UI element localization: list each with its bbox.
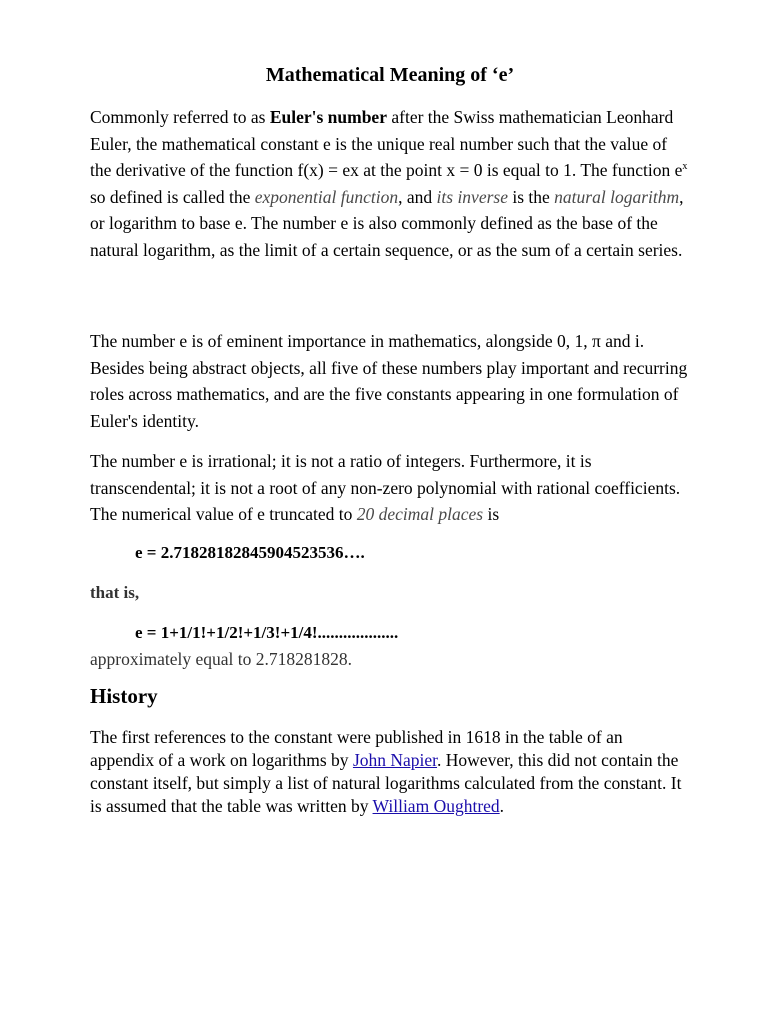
text: is the <box>507 186 555 207</box>
text: . <box>499 796 505 816</box>
text: . However, this did not contain the constant itself, but simply a list of natural logarithms calculated from the constant. It is assumed that the table was written by <box>90 750 682 816</box>
italic-term: exponential function <box>254 186 399 207</box>
italic-term: 20 decimal places <box>356 504 484 524</box>
bold-term: Euler's number <box>269 107 387 127</box>
that-is-label: that is, <box>90 583 140 602</box>
history-heading: History <box>90 684 158 708</box>
paragraph-intro <box>90 104 690 263</box>
text: The number e is irrational; it is not a ratio of integers. Furthermore, it is transcendental; it is not a root of any non-zero polynomial with rational coefficients. The numerical value of e truncated to <box>90 451 681 524</box>
text: The first references to the constant were published in 1618 in the table of an appendix of a work on logarithms by <box>90 727 623 770</box>
equation-e-value: e = 2.71828182845904523536…. <box>135 543 365 562</box>
text: , and <box>398 186 437 207</box>
text: , or logarithm to base e. The number e is also commonly defined as the base of the natural logarithm, as the limit of a certain sequence, or as the sum of a certain series. <box>90 186 684 260</box>
superscript: x <box>682 161 688 173</box>
link-john-napier[interactable]: John Napier <box>352 750 438 770</box>
text: is <box>483 504 500 524</box>
paragraph-importance: The number e is of eminent importance in mathematics, alongside 0, 1, π and i. Besides being abstract objects, all five of these numbers play important and recurring roles across mathematics, and are the five constants appearing in one formulation of Euler's identity. <box>90 331 688 431</box>
text: so defined is called the <box>90 186 255 207</box>
italic-term: its inverse <box>436 186 508 207</box>
text: Commonly referred to as <box>90 107 270 127</box>
equation-e-series: e = 1+1/1!+1/2!+1/3!+1/4!................... <box>135 623 399 642</box>
link-william-oughtred[interactable]: William Oughtred <box>372 796 500 816</box>
italic-term: natural logarithm <box>554 186 680 207</box>
text: after the Swiss mathematician Leonhard Euler, the mathematical constant e is the unique real number such that the value of the derivative of the function f(x) = ex at the point x = 0 is equal to 1. The function e <box>90 107 683 180</box>
page-title: Mathematical Meaning of ‘e’ <box>265 64 515 86</box>
approx-text: approximately equal to 2.718281828. <box>90 649 352 669</box>
paragraph-irrational <box>90 448 690 528</box>
paragraph-history <box>90 726 690 818</box>
